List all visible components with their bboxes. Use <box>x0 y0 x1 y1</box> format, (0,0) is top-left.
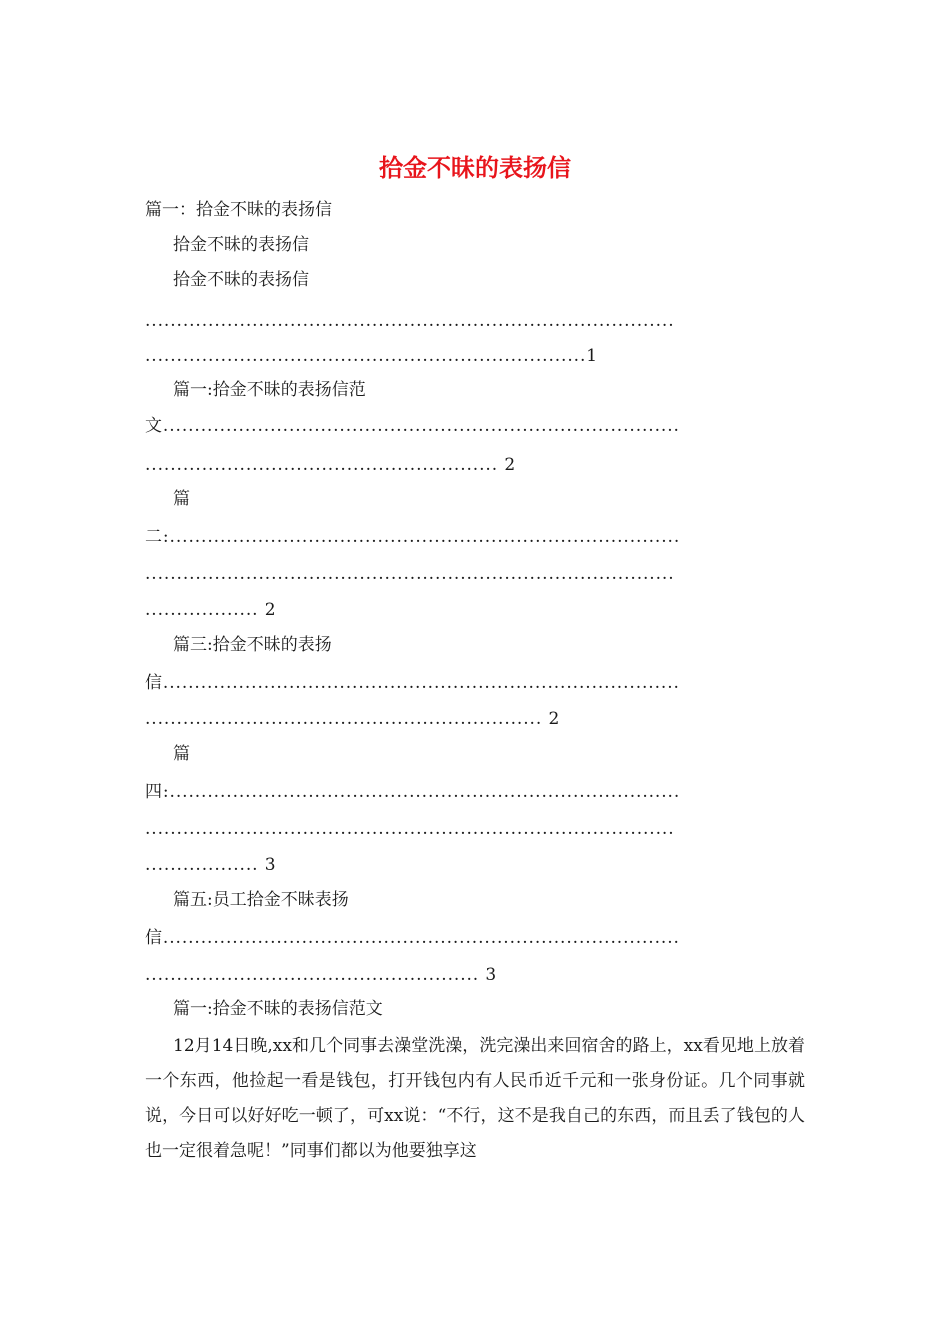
toc-page-number: 2 <box>548 709 561 729</box>
toc-entry-3-label: 篇 <box>173 489 190 509</box>
toc-entry-2-prefix: 文 <box>145 416 163 436</box>
toc-dot-leader: .................................................................................... <box>145 311 675 331</box>
sub-line: 拾金不昧的表扬信 <box>173 270 309 290</box>
body-paragraph: 12月14日晚,xx和几个同事去澡堂洗澡，洗完澡出来回宿舍的路上，xx看见地上放着一个东西，他捡起一看是钱包，打开钱包内有人民币近千元和一张身份证。几个同事就说，今日可以好好吃一顿了，可xx说：“不行，这不是我自己的东西，而且丢了钱包的人也一定很着急呢！”同事们都以为他要独享这 <box>145 1036 805 1161</box>
toc-entry-5-label: 篇 <box>173 744 190 764</box>
toc-entry-2-leader: ........................................................ 2 <box>145 455 517 475</box>
toc-dot-leader: .................................................................................... <box>145 819 675 839</box>
toc-heading: 篇一：拾金不昧的表扬信 <box>145 200 332 220</box>
toc-entry-5-leader: .................. 3 <box>145 855 277 875</box>
document-title: 拾金不昧的表扬信 <box>379 153 571 182</box>
section-heading: 篇一:拾金不昧的表扬信范文 <box>173 999 383 1019</box>
toc-entry-4-label: 篇三:拾金不昧的表扬 <box>173 635 332 655</box>
toc-entry-5-prefix: 四: <box>145 782 170 802</box>
toc-entry-4-leader: ............................................................... 2 <box>145 709 561 729</box>
toc-entry-2-label: 篇一:拾金不昧的表扬信范 <box>173 380 366 400</box>
toc-dot-leader: .................................................................................... <box>145 564 675 584</box>
toc-entry-6-label: 篇五:员工拾金不昧表扬 <box>173 890 349 910</box>
toc-entry-1-leader: ......................................................................1 <box>145 346 598 366</box>
toc-entry-3-leader: .................. 2 <box>145 600 277 620</box>
toc-entry-6-prefix: 信 <box>145 928 163 948</box>
toc-page-number: 2 <box>504 455 517 475</box>
toc-entry-3-prefix: 二: <box>145 527 170 547</box>
toc-entry-6-leader: ..................................................... 3 <box>145 965 498 985</box>
toc-page-number: 3 <box>264 855 277 875</box>
toc-entry-4-prefix: 信 <box>145 673 163 693</box>
toc-page-number: 2 <box>264 600 277 620</box>
toc-page-number: 3 <box>485 965 498 985</box>
sub-line: 拾金不昧的表扬信 <box>173 235 309 255</box>
toc-page-number: 1 <box>586 346 598 366</box>
